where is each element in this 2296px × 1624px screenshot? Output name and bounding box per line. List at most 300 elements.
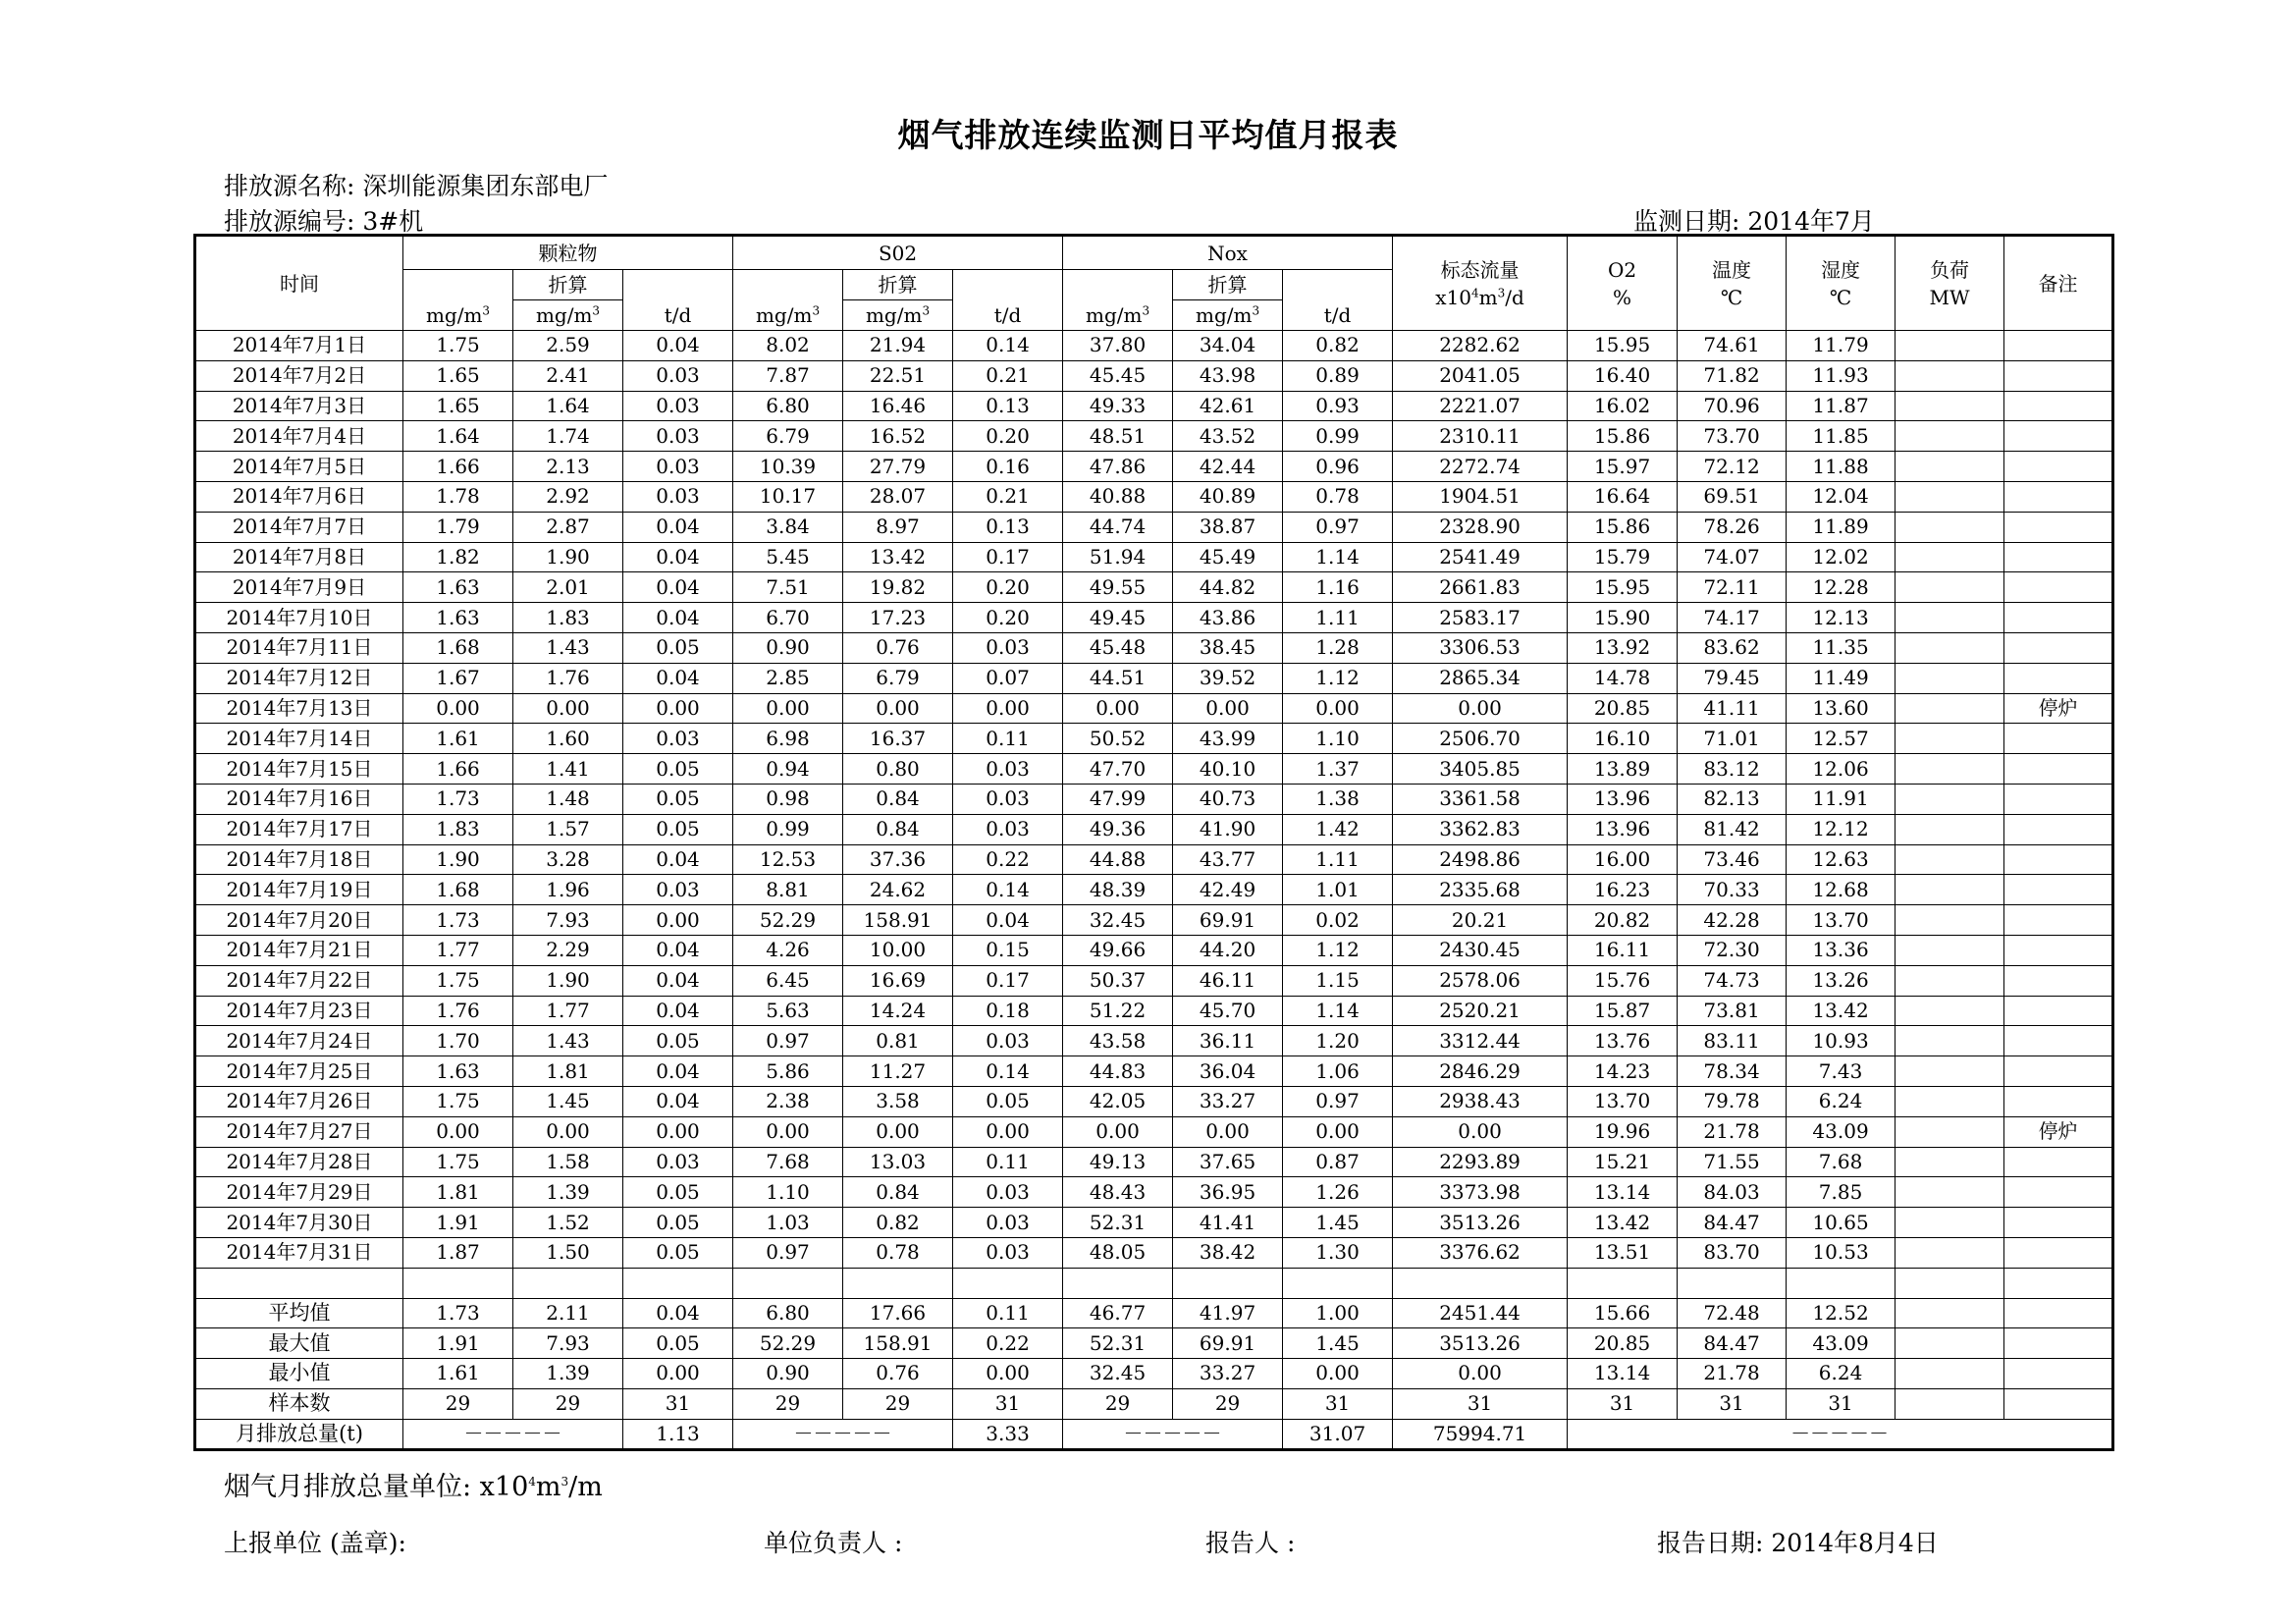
header-temp: 温度 ℃ (1678, 236, 1787, 331)
cell-humidity: 11.89 (1787, 512, 1896, 542)
header-remark: 备注 (2004, 236, 2113, 331)
cell-particulate-converted: 2.11 (513, 1298, 623, 1328)
cell-date: 2014年7月9日 (195, 572, 403, 603)
cell-nox-converted: 45.49 (1173, 542, 1283, 572)
cell-flow: 2328.90 (1393, 512, 1568, 542)
cell-particulate-td: 0.05 (623, 1208, 733, 1238)
header-so2: S02 (733, 236, 1063, 270)
cell-so2-td: 0.03 (953, 814, 1063, 844)
cell-nox-mg: 43.58 (1063, 1026, 1173, 1056)
cell-so2-td: 0.00 (953, 693, 1063, 724)
cell-load (1896, 965, 2004, 996)
cell-so2-converted: 11.27 (843, 1056, 953, 1087)
cell-flow: 3513.26 (1393, 1328, 1568, 1359)
cell-nox-td: 1.26 (1283, 1177, 1393, 1208)
cell-particulate-mg: 1.65 (403, 391, 513, 421)
cell-particulate-mg: 29 (403, 1388, 513, 1419)
unit-head: 单位负责人 : (764, 1529, 903, 1557)
cell-remark (2004, 632, 2113, 663)
cell-humidity: 12.13 (1787, 603, 1896, 633)
cell-o2: 16.23 (1568, 875, 1678, 905)
cell-particulate-converted: 2.92 (513, 481, 623, 512)
cell-so2-td: 0.00 (953, 1116, 1063, 1147)
cell-o2: 15.97 (1568, 452, 1678, 482)
cell-particulate-mg: 1.87 (403, 1237, 513, 1268)
unit-mgm3: $mg/m^3$ (1063, 270, 1173, 331)
table-row (195, 1177, 2113, 1208)
cell-so2-mg: 6.79 (733, 421, 843, 452)
cell-so2-converted: 22.51 (843, 360, 953, 391)
table-row (195, 1056, 2113, 1087)
cell-date: 2014年7月8日 (195, 542, 403, 572)
cell-nox-mg: 44.83 (1063, 1056, 1173, 1087)
cell-so2-td: 0.22 (953, 1328, 1063, 1359)
cell-nox-converted: 69.91 (1173, 905, 1283, 936)
cell-nox-td: 1.12 (1283, 663, 1393, 693)
cell-nox-td: 1.30 (1283, 1237, 1393, 1268)
cell-temp: 73.70 (1678, 421, 1787, 452)
cell-flow: 3306.53 (1393, 632, 1568, 663)
cell-nox-converted: 36.95 (1173, 1177, 1283, 1208)
cell-remark (2004, 784, 2113, 814)
cell-particulate-td: 31 (623, 1388, 733, 1419)
cell-particulate-mg: 1.63 (403, 1056, 513, 1087)
cell-nox-mg: 49.36 (1063, 814, 1173, 844)
cell-so2-mg: 5.86 (733, 1056, 843, 1087)
unit-mgm3-converted: $mg/m^3$ (1173, 300, 1283, 331)
cell-nox-converted: 38.87 (1173, 512, 1283, 542)
cell-nox-mg: 42.05 (1063, 1086, 1173, 1116)
cell-flow: 31 (1393, 1388, 1568, 1419)
cell-nox-mg: 52.31 (1063, 1208, 1173, 1238)
cell-particulate-converted: 1.90 (513, 965, 623, 996)
cell-nox-td: 1.20 (1283, 1026, 1393, 1056)
cell-so2-mg: 0.98 (733, 784, 843, 814)
cell-date: 2014年7月5日 (195, 452, 403, 482)
cell-nox-converted: 46.11 (1173, 965, 1283, 996)
cell-load (1896, 360, 2004, 391)
cell-flow: 3513.26 (1393, 1208, 1568, 1238)
cell-nox-mg: 48.51 (1063, 421, 1173, 452)
cell-flow: 2335.68 (1393, 875, 1568, 905)
cell-particulate-td: 0.04 (623, 542, 733, 572)
cell-particulate-td: 0.04 (623, 1056, 733, 1087)
cell-date: 2014年7月24日 (195, 1026, 403, 1056)
cell-o2: 14.78 (1568, 663, 1678, 693)
monthly-flow-unit-note: 烟气月排放总量单位: $x10^4m^3/m$ (224, 1472, 603, 1502)
unit-mgm3-converted: $mg/m^3$ (843, 300, 953, 331)
cell-o2: 13.96 (1568, 814, 1678, 844)
cell-nox-td: 1.42 (1283, 814, 1393, 844)
cell-particulate-td: 0.04 (623, 331, 733, 361)
cell-so2-converted: 8.97 (843, 512, 953, 542)
cell-so2-converted: 6.79 (843, 663, 953, 693)
table-row (195, 360, 2113, 391)
cell-date: 2014年7月6日 (195, 481, 403, 512)
cell-particulate-converted: 0.00 (513, 693, 623, 724)
cell-flow: 2865.34 (1393, 663, 1568, 693)
cell-nox-mg: 52.31 (1063, 1328, 1173, 1359)
report-table (193, 234, 2114, 1451)
cell-so2-converted: 0.00 (843, 693, 953, 724)
cell-flow: 2272.74 (1393, 452, 1568, 482)
cell-o2: 13.14 (1568, 1177, 1678, 1208)
cell-remark (2004, 965, 2113, 996)
cell-load (1896, 844, 2004, 875)
cell-nox-mg: 37.80 (1063, 331, 1173, 361)
cell-particulate-converted: 2.01 (513, 572, 623, 603)
cell-particulate-mg: 1.64 (403, 421, 513, 452)
cell-o2: 19.96 (1568, 1116, 1678, 1147)
cell-particulate-mg: 1.83 (403, 814, 513, 844)
cell-temp: 21.78 (1678, 1359, 1787, 1389)
cell-so2-td: 0.21 (953, 360, 1063, 391)
cell-temp: 74.61 (1678, 331, 1787, 361)
cell-particulate-mg: 1.79 (403, 512, 513, 542)
cell-nox-converted: 40.89 (1173, 481, 1283, 512)
cell-load (1896, 452, 2004, 482)
table-row (195, 965, 2113, 996)
cell-so2-td: 0.14 (953, 331, 1063, 361)
cell-temp: 83.12 (1678, 754, 1787, 785)
cell-so2-td: 0.20 (953, 572, 1063, 603)
cell-temp: 81.42 (1678, 814, 1787, 844)
table-row (195, 1086, 2113, 1116)
cell-date: 2014年7月16日 (195, 784, 403, 814)
cell-nox-converted: 42.61 (1173, 391, 1283, 421)
cell-nox-mg: 0.00 (1063, 693, 1173, 724)
monthly-so2: 3.33 (953, 1419, 1063, 1450)
cell-date: 2014年7月26日 (195, 1086, 403, 1116)
cell-o2: 16.64 (1568, 481, 1678, 512)
cell-so2-converted: 13.42 (843, 542, 953, 572)
cell-so2-mg: 0.00 (733, 1116, 843, 1147)
source-name: 排放源名称: 深圳能源集团东部电厂 (224, 172, 609, 200)
cell-particulate-mg: 1.82 (403, 542, 513, 572)
cell-temp: 71.55 (1678, 1147, 1787, 1177)
cell-flow: 2293.89 (1393, 1147, 1568, 1177)
cell-so2-converted: 0.84 (843, 1177, 953, 1208)
cell-so2-td: 0.14 (953, 875, 1063, 905)
cell-particulate-converted: 1.74 (513, 421, 623, 452)
cell-humidity: 10.53 (1787, 1237, 1896, 1268)
cell-o2: 15.87 (1568, 996, 1678, 1026)
cell-so2-converted: 0.81 (843, 1026, 953, 1056)
header-load: 负荷 MW (1896, 236, 2004, 331)
cell-flow: 0.00 (1393, 1359, 1568, 1389)
cell-so2-td: 0.20 (953, 421, 1063, 452)
table-row (195, 452, 2113, 482)
cell-temp: 79.45 (1678, 663, 1787, 693)
cell-so2-converted: 0.82 (843, 1208, 953, 1238)
cell-particulate-mg: 1.66 (403, 452, 513, 482)
cell-particulate-mg: 1.73 (403, 905, 513, 936)
cell-o2: 14.23 (1568, 1056, 1678, 1087)
cell-particulate-mg: 1.66 (403, 754, 513, 785)
cell-load (1896, 542, 2004, 572)
cell-nox-converted: 40.73 (1173, 784, 1283, 814)
cell-date: 最小值 (195, 1359, 403, 1389)
cell-particulate-td: 0.04 (623, 1086, 733, 1116)
cell-humidity: 10.65 (1787, 1208, 1896, 1238)
cell-so2-td: 0.04 (953, 905, 1063, 936)
cell-o2: 15.95 (1568, 331, 1678, 361)
cell-o2: 13.92 (1568, 632, 1678, 663)
cell-temp: 82.13 (1678, 784, 1787, 814)
cell-date: 2014年7月7日 (195, 512, 403, 542)
cell-so2-mg: 8.02 (733, 331, 843, 361)
cell-particulate-mg: 1.68 (403, 875, 513, 905)
cell-particulate-td: 0.04 (623, 663, 733, 693)
cell-nox-td: 31 (1283, 1388, 1393, 1419)
cell-date: 2014年7月18日 (195, 844, 403, 875)
cell-particulate-converted: 1.83 (513, 603, 623, 633)
cell-nox-mg: 49.33 (1063, 391, 1173, 421)
cell-nox-td: 1.11 (1283, 603, 1393, 633)
reporter: 报告人 : (1205, 1529, 1296, 1557)
cell-so2-mg: 0.94 (733, 754, 843, 785)
cell-nox-mg: 49.66 (1063, 935, 1173, 965)
cell-so2-mg: 1.10 (733, 1177, 843, 1208)
cell-nox-converted: 43.99 (1173, 724, 1283, 754)
cell-humidity: 6.24 (1787, 1359, 1896, 1389)
cell-nox-converted: 45.70 (1173, 996, 1283, 1026)
cell-particulate-mg: 1.76 (403, 996, 513, 1026)
cell-particulate-converted: 7.93 (513, 905, 623, 936)
cell-nox-converted: 40.10 (1173, 754, 1283, 785)
table-row (195, 421, 2113, 452)
table-row (195, 542, 2113, 572)
cell-so2-converted: 17.23 (843, 603, 953, 633)
table-row (195, 1116, 2113, 1147)
cell-nox-mg: 44.88 (1063, 844, 1173, 875)
cell-particulate-td: 0.03 (623, 421, 733, 452)
cell-date: 样本数 (195, 1388, 403, 1419)
cell-temp: 84.47 (1678, 1328, 1787, 1359)
cell-nox-td: 1.11 (1283, 844, 1393, 875)
table-row (195, 1147, 2113, 1177)
cell-so2-mg: 0.90 (733, 632, 843, 663)
cell-o2: 16.40 (1568, 360, 1678, 391)
cell-particulate-td: 0.05 (623, 1026, 733, 1056)
cell-nox-converted: 29 (1173, 1388, 1283, 1419)
report-date: 报告日期: 2014年8月4日 (1657, 1529, 1939, 1557)
cell-particulate-td: 0.03 (623, 360, 733, 391)
cell-particulate-converted: 1.48 (513, 784, 623, 814)
cell-remark (2004, 1328, 2113, 1359)
cell-so2-converted: 24.62 (843, 875, 953, 905)
cell-particulate-td: 0.04 (623, 512, 733, 542)
unit-td: t/d (953, 270, 1063, 331)
cell-flow: 20.21 (1393, 905, 1568, 936)
cell-nox-td: 0.89 (1283, 360, 1393, 391)
cell-so2-converted: 10.00 (843, 935, 953, 965)
cell-load (1896, 784, 2004, 814)
cell-date: 2014年7月19日 (195, 875, 403, 905)
cell-nox-converted: 37.65 (1173, 1147, 1283, 1177)
cell-particulate-converted: 2.59 (513, 331, 623, 361)
cell-date: 2014年7月13日 (195, 693, 403, 724)
cell-humidity: 7.85 (1787, 1177, 1896, 1208)
cell-particulate-mg: 1.75 (403, 1086, 513, 1116)
cell-nox-td: 1.28 (1283, 632, 1393, 663)
cell-so2-converted: 0.00 (843, 1116, 953, 1147)
cell-humidity: 11.79 (1787, 331, 1896, 361)
cell-load (1896, 632, 2004, 663)
cell-particulate-td: 0.05 (623, 784, 733, 814)
cell-remark (2004, 905, 2113, 936)
cell-nox-converted: 42.49 (1173, 875, 1283, 905)
cell-temp: 83.70 (1678, 1237, 1787, 1268)
cell-particulate-converted: 1.39 (513, 1359, 623, 1389)
cell-load (1896, 391, 2004, 421)
cell-load (1896, 572, 2004, 603)
cell-so2-converted: 0.76 (843, 632, 953, 663)
cell-temp: 21.78 (1678, 1116, 1787, 1147)
cell-so2-mg: 0.97 (733, 1237, 843, 1268)
cell-so2-converted: 29 (843, 1388, 953, 1419)
cell-o2: 13.70 (1568, 1086, 1678, 1116)
cell-nox-td: 0.87 (1283, 1147, 1393, 1177)
cell-nox-mg: 47.70 (1063, 754, 1173, 785)
table-row (195, 724, 2113, 754)
cell-nox-mg: 46.77 (1063, 1298, 1173, 1328)
cell-nox-converted: 36.04 (1173, 1056, 1283, 1087)
spacer-section (195, 1268, 2113, 1298)
cell-particulate-mg: 1.73 (403, 1298, 513, 1328)
cell-nox-td: 0.82 (1283, 331, 1393, 361)
cell-flow: 2506.70 (1393, 724, 1568, 754)
cell-load (1896, 754, 2004, 785)
cell-nox-mg: 44.51 (1063, 663, 1173, 693)
cell-flow: 2846.29 (1393, 1056, 1568, 1087)
cell-so2-mg: 52.29 (733, 1328, 843, 1359)
cell-particulate-td: 0.05 (623, 1237, 733, 1268)
cell-o2: 15.95 (1568, 572, 1678, 603)
table-row (195, 663, 2113, 693)
cell-nox-td: 1.00 (1283, 1298, 1393, 1328)
cell-date: 2014年7月1日 (195, 331, 403, 361)
cell-so2-converted: 21.94 (843, 331, 953, 361)
cell-so2-td: 0.16 (953, 452, 1063, 482)
cell-o2: 16.02 (1568, 391, 1678, 421)
cell-so2-mg: 0.99 (733, 814, 843, 844)
table-row (195, 391, 2113, 421)
cell-humidity: 12.63 (1787, 844, 1896, 875)
cell-remark (2004, 1237, 2113, 1268)
cell-humidity: 12.06 (1787, 754, 1896, 785)
cell-so2-converted: 28.07 (843, 481, 953, 512)
cell-temp: 78.34 (1678, 1056, 1787, 1087)
cell-temp: 70.33 (1678, 875, 1787, 905)
cell-date: 2014年7月22日 (195, 965, 403, 996)
cell-flow: 2578.06 (1393, 965, 1568, 996)
cell-particulate-td: 0.00 (623, 1359, 733, 1389)
cell-load (1896, 1116, 2004, 1147)
cell-nox-converted: 33.27 (1173, 1359, 1283, 1389)
cell-flow: 0.00 (1393, 693, 1568, 724)
cell-temp: 73.81 (1678, 996, 1787, 1026)
cell-nox-converted: 43.52 (1173, 421, 1283, 452)
cell-flow: 2583.17 (1393, 603, 1568, 633)
cell-nox-td: 1.12 (1283, 935, 1393, 965)
cell-nox-mg: 49.45 (1063, 603, 1173, 633)
cell-nox-converted: 38.42 (1173, 1237, 1283, 1268)
cell-humidity: 11.93 (1787, 360, 1896, 391)
cell-remark (2004, 572, 2113, 603)
cell-load (1896, 331, 2004, 361)
cell-nox-mg: 51.94 (1063, 542, 1173, 572)
cell-particulate-converted: 1.81 (513, 1056, 623, 1087)
cell-nox-converted: 41.97 (1173, 1298, 1283, 1328)
monthly-dash: －－－－－ (1063, 1419, 1283, 1450)
cell-particulate-mg: 1.73 (403, 784, 513, 814)
cell-nox-mg: 45.48 (1063, 632, 1173, 663)
table-row (195, 481, 2113, 512)
cell-o2: 15.79 (1568, 542, 1678, 572)
cell-nox-converted: 38.45 (1173, 632, 1283, 663)
unit-mgm3: $mg/m^3$ (403, 270, 513, 331)
cell-humidity: 12.02 (1787, 542, 1896, 572)
cell-humidity: 12.04 (1787, 481, 1896, 512)
summary-row (195, 1388, 2113, 1419)
cell-humidity: 13.42 (1787, 996, 1896, 1026)
table-row (195, 844, 2113, 875)
table-row (195, 905, 2113, 936)
cell-particulate-converted: 2.13 (513, 452, 623, 482)
cell-temp: 31 (1678, 1388, 1787, 1419)
cell-particulate-mg: 1.70 (403, 1026, 513, 1056)
cell-load (1896, 693, 2004, 724)
cell-particulate-converted: 1.90 (513, 542, 623, 572)
cell-so2-td: 0.03 (953, 1208, 1063, 1238)
cell-remark (2004, 754, 2113, 785)
cell-particulate-td: 0.03 (623, 452, 733, 482)
daily-rows (195, 331, 2113, 1269)
cell-load (1896, 1328, 2004, 1359)
table-row (195, 1237, 2113, 1268)
cell-remark: 停炉 (2004, 1116, 2113, 1147)
cell-nox-mg: 32.45 (1063, 905, 1173, 936)
cell-remark (2004, 814, 2113, 844)
source-code: 排放源编号: 3#机 (224, 207, 424, 236)
cell-nox-td: 0.96 (1283, 452, 1393, 482)
cell-particulate-mg: 1.63 (403, 603, 513, 633)
cell-remark (2004, 421, 2113, 452)
cell-particulate-converted: 1.60 (513, 724, 623, 754)
cell-temp: 83.62 (1678, 632, 1787, 663)
cell-load (1896, 875, 2004, 905)
cell-temp: 73.46 (1678, 844, 1787, 875)
cell-so2-converted: 37.36 (843, 844, 953, 875)
cell-so2-td: 0.11 (953, 1298, 1063, 1328)
cell-date: 2014年7月17日 (195, 814, 403, 844)
cell-nox-mg: 47.99 (1063, 784, 1173, 814)
cell-o2: 13.76 (1568, 1026, 1678, 1056)
table-row (195, 572, 2113, 603)
header-flow (1393, 236, 1568, 331)
cell-humidity: 11.49 (1787, 663, 1896, 693)
cell-remark (2004, 1298, 2113, 1328)
cell-so2-mg: 0.90 (733, 1359, 843, 1389)
cell-particulate-td: 0.05 (623, 632, 733, 663)
cell-temp: 74.07 (1678, 542, 1787, 572)
cell-particulate-mg: 1.63 (403, 572, 513, 603)
cell-nox-td: 0.00 (1283, 693, 1393, 724)
cell-so2-mg: 52.29 (733, 905, 843, 936)
monthly-dash: －－－－－ (403, 1419, 623, 1450)
cell-remark (2004, 512, 2113, 542)
